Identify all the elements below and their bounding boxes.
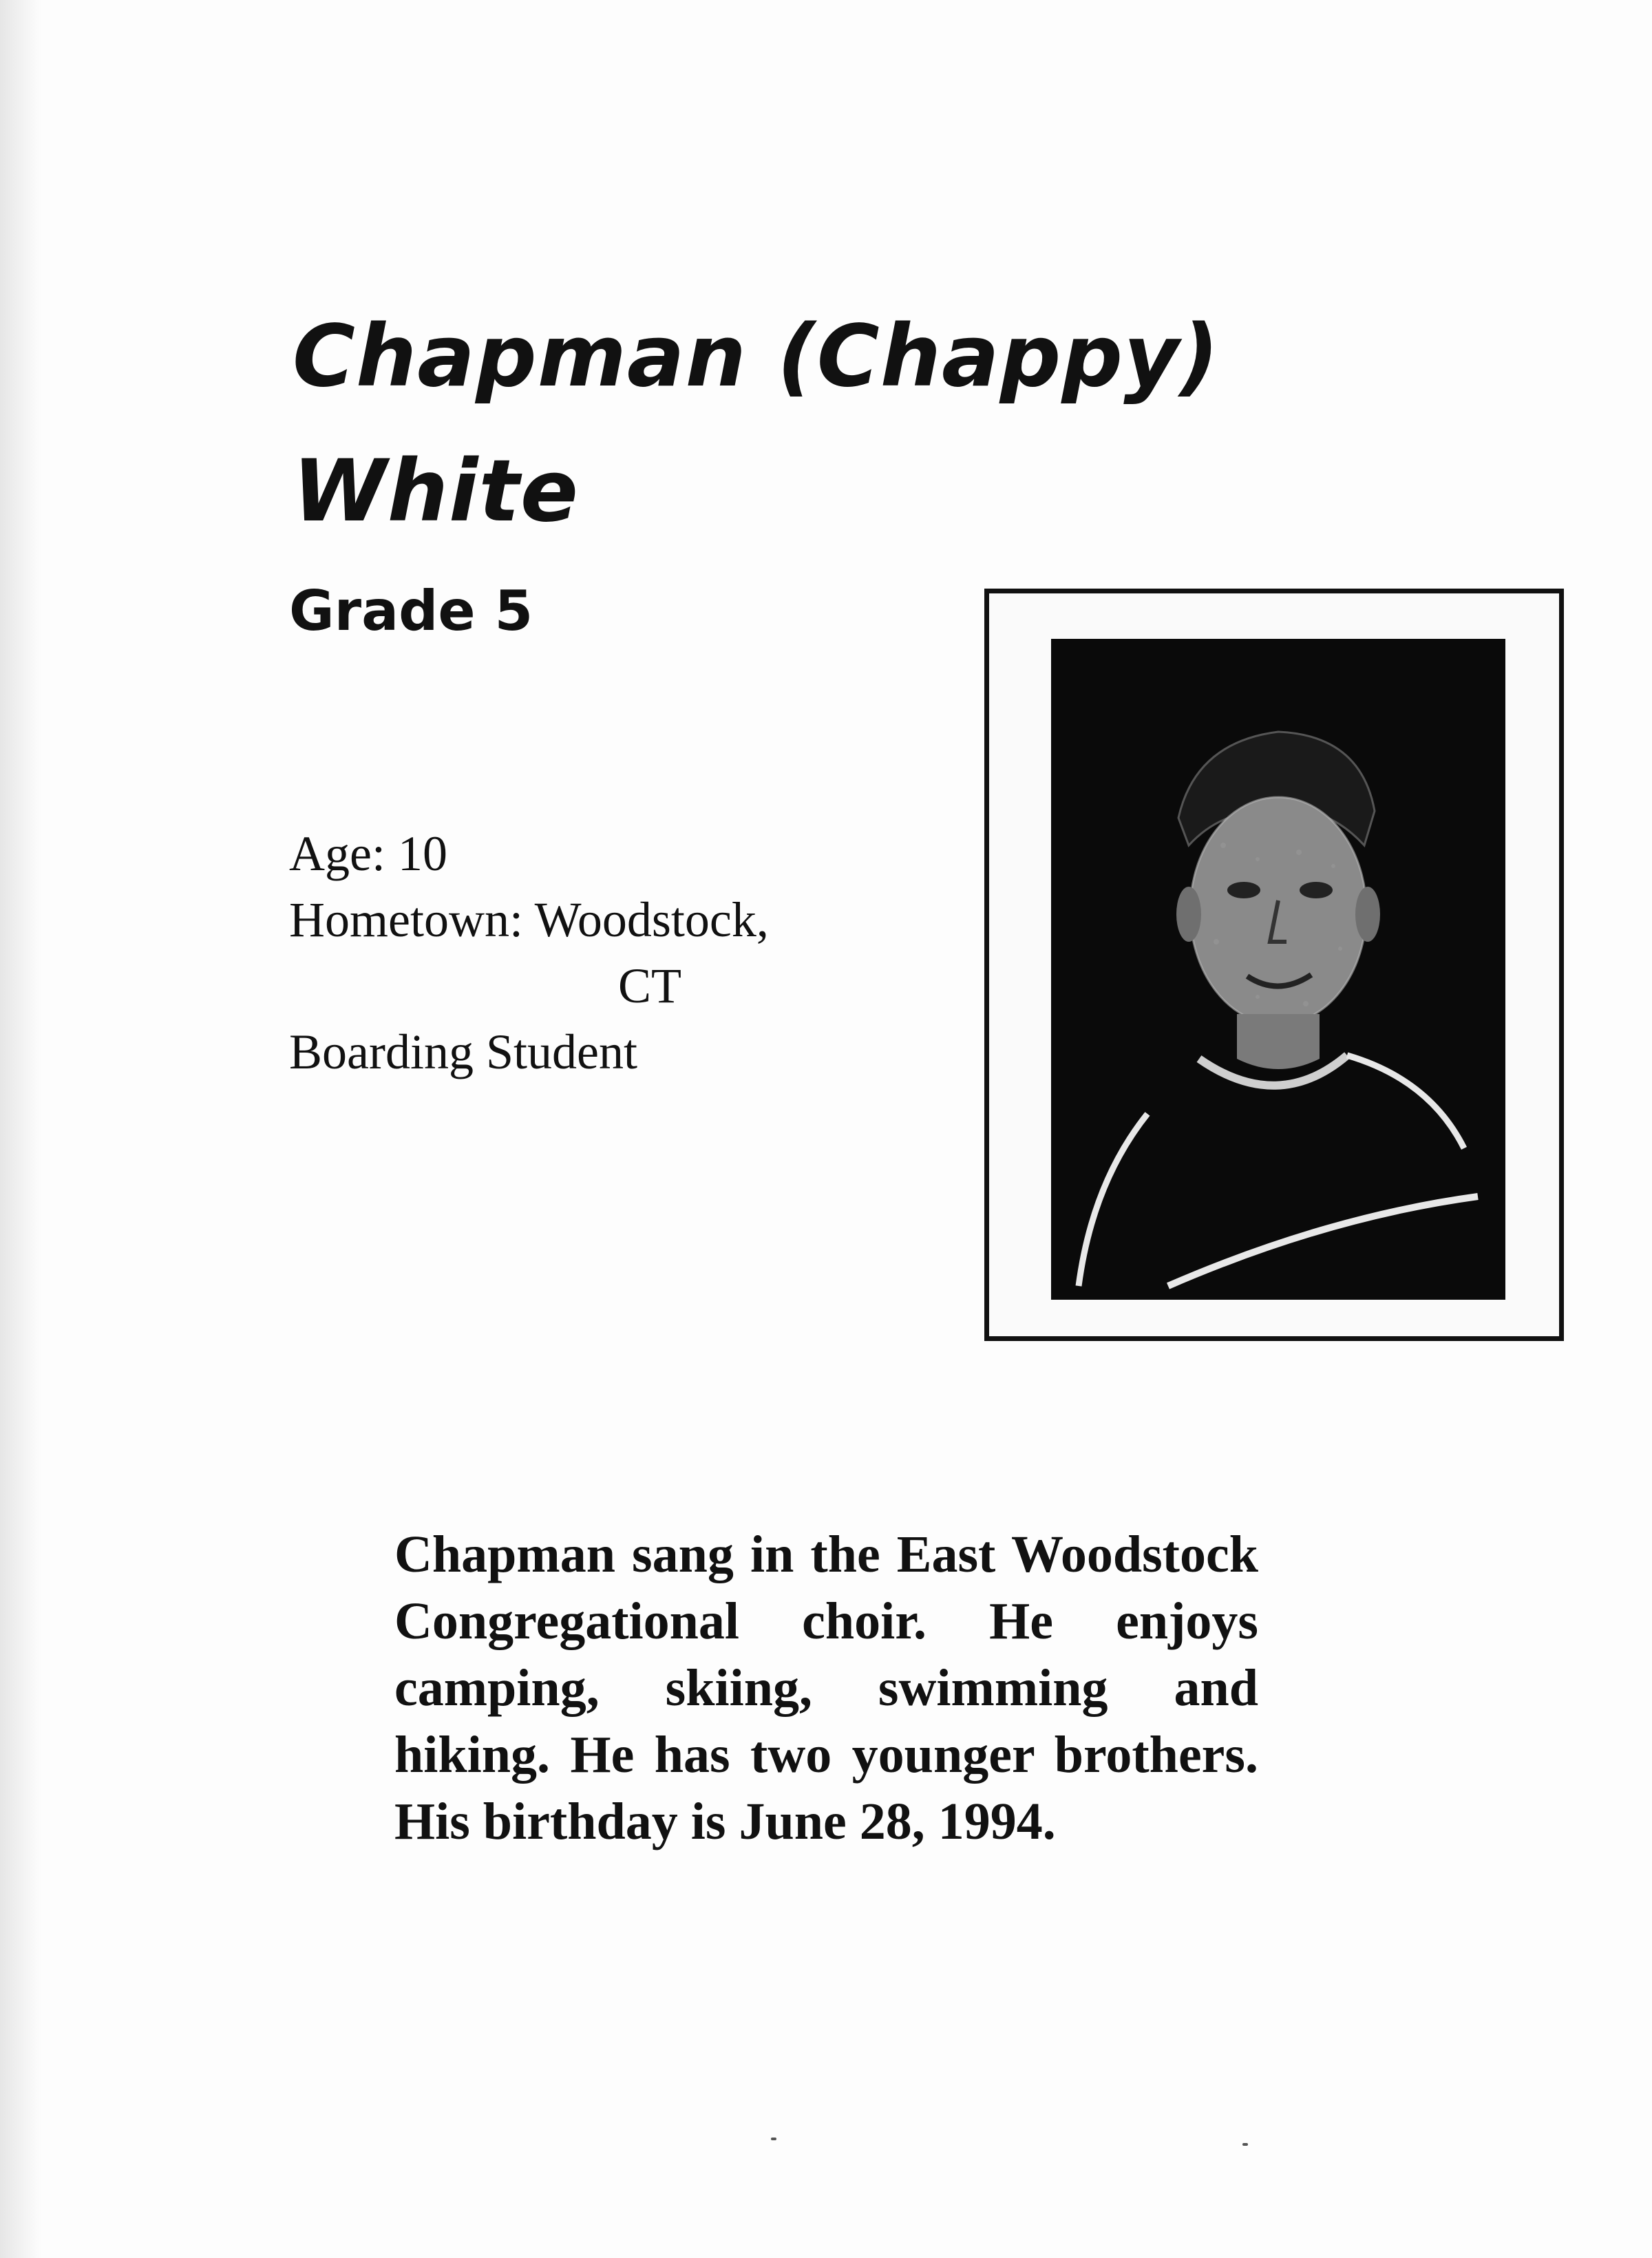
portrait-left-ear: [1176, 887, 1201, 942]
portrait-right-eye: [1300, 882, 1333, 898]
portrait-illustration: [1051, 639, 1505, 1300]
student-portrait-photo: [1051, 639, 1505, 1300]
student-name-line-2: White: [293, 442, 579, 541]
scan-speck: [771, 2138, 776, 2140]
age-line: Age: 10: [289, 826, 447, 881]
portrait-right-ear: [1355, 887, 1380, 942]
student-facts: [289, 821, 769, 1085]
boarding-status-line: Boarding Student: [289, 1024, 637, 1079]
portrait-shirt-stripe-3: [1168, 1196, 1478, 1286]
hometown-state-line: CT: [618, 958, 682, 1013]
student-name: [293, 289, 1220, 559]
portrait-left-eye: [1227, 882, 1260, 898]
student-name-line-1: Chapman (Chappy): [293, 307, 1220, 406]
portrait-shirt-stripe-2: [1347, 1055, 1464, 1148]
portrait-neck: [1237, 1014, 1320, 1069]
scan-edge-shadow: [0, 0, 41, 2258]
hometown-line: Hometown: Woodstock,: [289, 892, 769, 947]
student-grade: Grade 5: [289, 579, 533, 643]
scan-speck: [1242, 2143, 1248, 2146]
student-bio: Chapman sang in the East Woodstock Congregational choir. He enjoys camping, skiing, swimming and hiking. He has two younger brothers. His birthday is June 28, 1994.: [394, 1526, 1258, 1850]
portrait-shirt-stripe-1: [1079, 1114, 1147, 1286]
